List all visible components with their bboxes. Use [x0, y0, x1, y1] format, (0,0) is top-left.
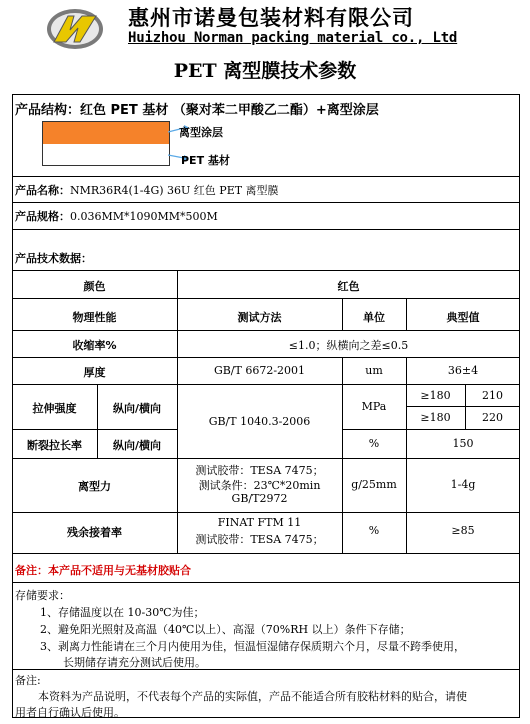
color-value: 红色: [337, 280, 360, 293]
elongation-unit: %: [368, 437, 380, 450]
company-name-cn: 惠州市诺曼包装材料有限公司: [128, 6, 414, 30]
residual-adhesion-label: 残余接着率: [67, 526, 122, 539]
divider: [342, 429, 520, 430]
pet-base-layer-swatch: [42, 144, 170, 166]
divider: [12, 458, 520, 459]
note-line-2: 用者自行确认后使用。: [15, 706, 125, 719]
release-unit: g/25mm: [351, 478, 397, 491]
coating-layer-swatch: [42, 121, 170, 145]
release-force-label: 离型力: [78, 480, 111, 493]
product-spec-value: 0.036MM*1090MM*500M: [70, 210, 218, 223]
color-label: 颜色: [83, 280, 106, 293]
divider: [12, 202, 520, 203]
release-method-3: GB/T2972: [231, 492, 288, 505]
residual-unit: %: [368, 524, 380, 537]
tensile-typical-md: 210: [482, 389, 503, 402]
storage-line-4: 长期储存请充分测试后使用。: [63, 656, 206, 669]
document-title: PET 离型膜技术参数: [173, 60, 357, 82]
residual-value: ≥85: [451, 524, 475, 537]
thickness-value: 36±4: [447, 364, 479, 377]
header-method: 测试方法: [237, 311, 282, 324]
tech-data-label: 产品技术数据：: [15, 252, 92, 265]
divider: [12, 176, 520, 177]
release-value: 1-4g: [450, 478, 476, 491]
product-structure-label: 产品结构：红色 PET 基材 （聚对苯二甲酸乙二酯）+离型涂层: [15, 103, 379, 118]
note-title: 备注:: [15, 674, 41, 687]
divider: [12, 357, 520, 358]
company-name-en: Huizhou Norman packing material co., Ltd: [128, 30, 458, 46]
elongation-label: 断裂拉长率: [27, 439, 82, 452]
divider: [12, 553, 520, 554]
thickness-method: GB/T 6672-2001: [213, 364, 306, 377]
divider: [12, 229, 520, 230]
divider: [12, 330, 520, 331]
divider: [12, 582, 520, 583]
product-name-label: 产品名称：: [15, 184, 70, 197]
shrink-label: 收缩率%: [72, 339, 117, 352]
company-logo-icon: [46, 8, 104, 50]
tensile-unit: MPa: [361, 400, 387, 413]
residual-method-1: FINAT FTM 11: [217, 516, 302, 529]
product-name-row: [15, 182, 279, 198]
shrink-value: ≤1.0；纵横向之差≤0.5: [288, 339, 409, 352]
elongation-direction: 纵向/横向: [112, 439, 162, 452]
coating-layer-label: 离型涂层: [179, 126, 223, 139]
header-unit: 单位: [363, 311, 385, 324]
release-method-1: 测试胶带：TESA 7475；: [195, 464, 324, 477]
tensile-min-td: ≥180: [420, 411, 451, 424]
header-typical: 典型值: [446, 311, 480, 324]
divider: [12, 512, 520, 513]
warning-remark: 备注：本产品不适用与无基材胶贴合: [15, 564, 191, 577]
header-prop: 物理性能: [72, 311, 117, 324]
tensile-direction: 纵向/横向: [112, 402, 162, 415]
tensile-min-md: ≥180: [420, 389, 451, 402]
tensile-label: 拉伸强度: [32, 402, 77, 415]
storage-line-1: 1、存储温度以在 10-30℃为佳；: [40, 606, 205, 619]
note-line-1: 本资料为产品说明，不代表每个产品的实际值，产品不能适合所有胶粘材料的贴合，请使: [38, 690, 467, 703]
divider: [406, 406, 520, 407]
residual-method-2: 测试胶带：TESA 7475；: [195, 533, 324, 546]
tensile-method: GB/T 1040.3-2006: [208, 415, 311, 428]
thickness-label: 厚度: [83, 366, 106, 379]
release-method-2: 测试条件：23℃*20min: [198, 479, 321, 492]
divider: [12, 429, 177, 430]
storage-title: 存储要求：: [15, 589, 70, 602]
divider: [12, 270, 520, 271]
elongation-value: 150: [452, 437, 474, 450]
divider: [12, 384, 520, 385]
thickness-unit: um: [365, 364, 383, 377]
product-name-value: NMR36R4(1-4G) 36U 红色 PET 离型膜: [70, 184, 279, 197]
tensile-typical-td: 220: [482, 411, 503, 424]
divider: [12, 298, 520, 299]
product-spec-label: 产品规格：: [15, 210, 70, 223]
product-spec-row: [15, 208, 218, 224]
storage-line-3: 3、剥离力性能请在三个月内使用为佳，恒温恒湿储存保质期六个月，尽量不跨季使用，: [40, 640, 465, 653]
storage-line-2: 2、避免阳光照射及高温（40℃以上）、高湿（70%RH 以上）条件下存储；: [40, 623, 411, 636]
pet-base-label: PET 基材: [181, 154, 230, 167]
